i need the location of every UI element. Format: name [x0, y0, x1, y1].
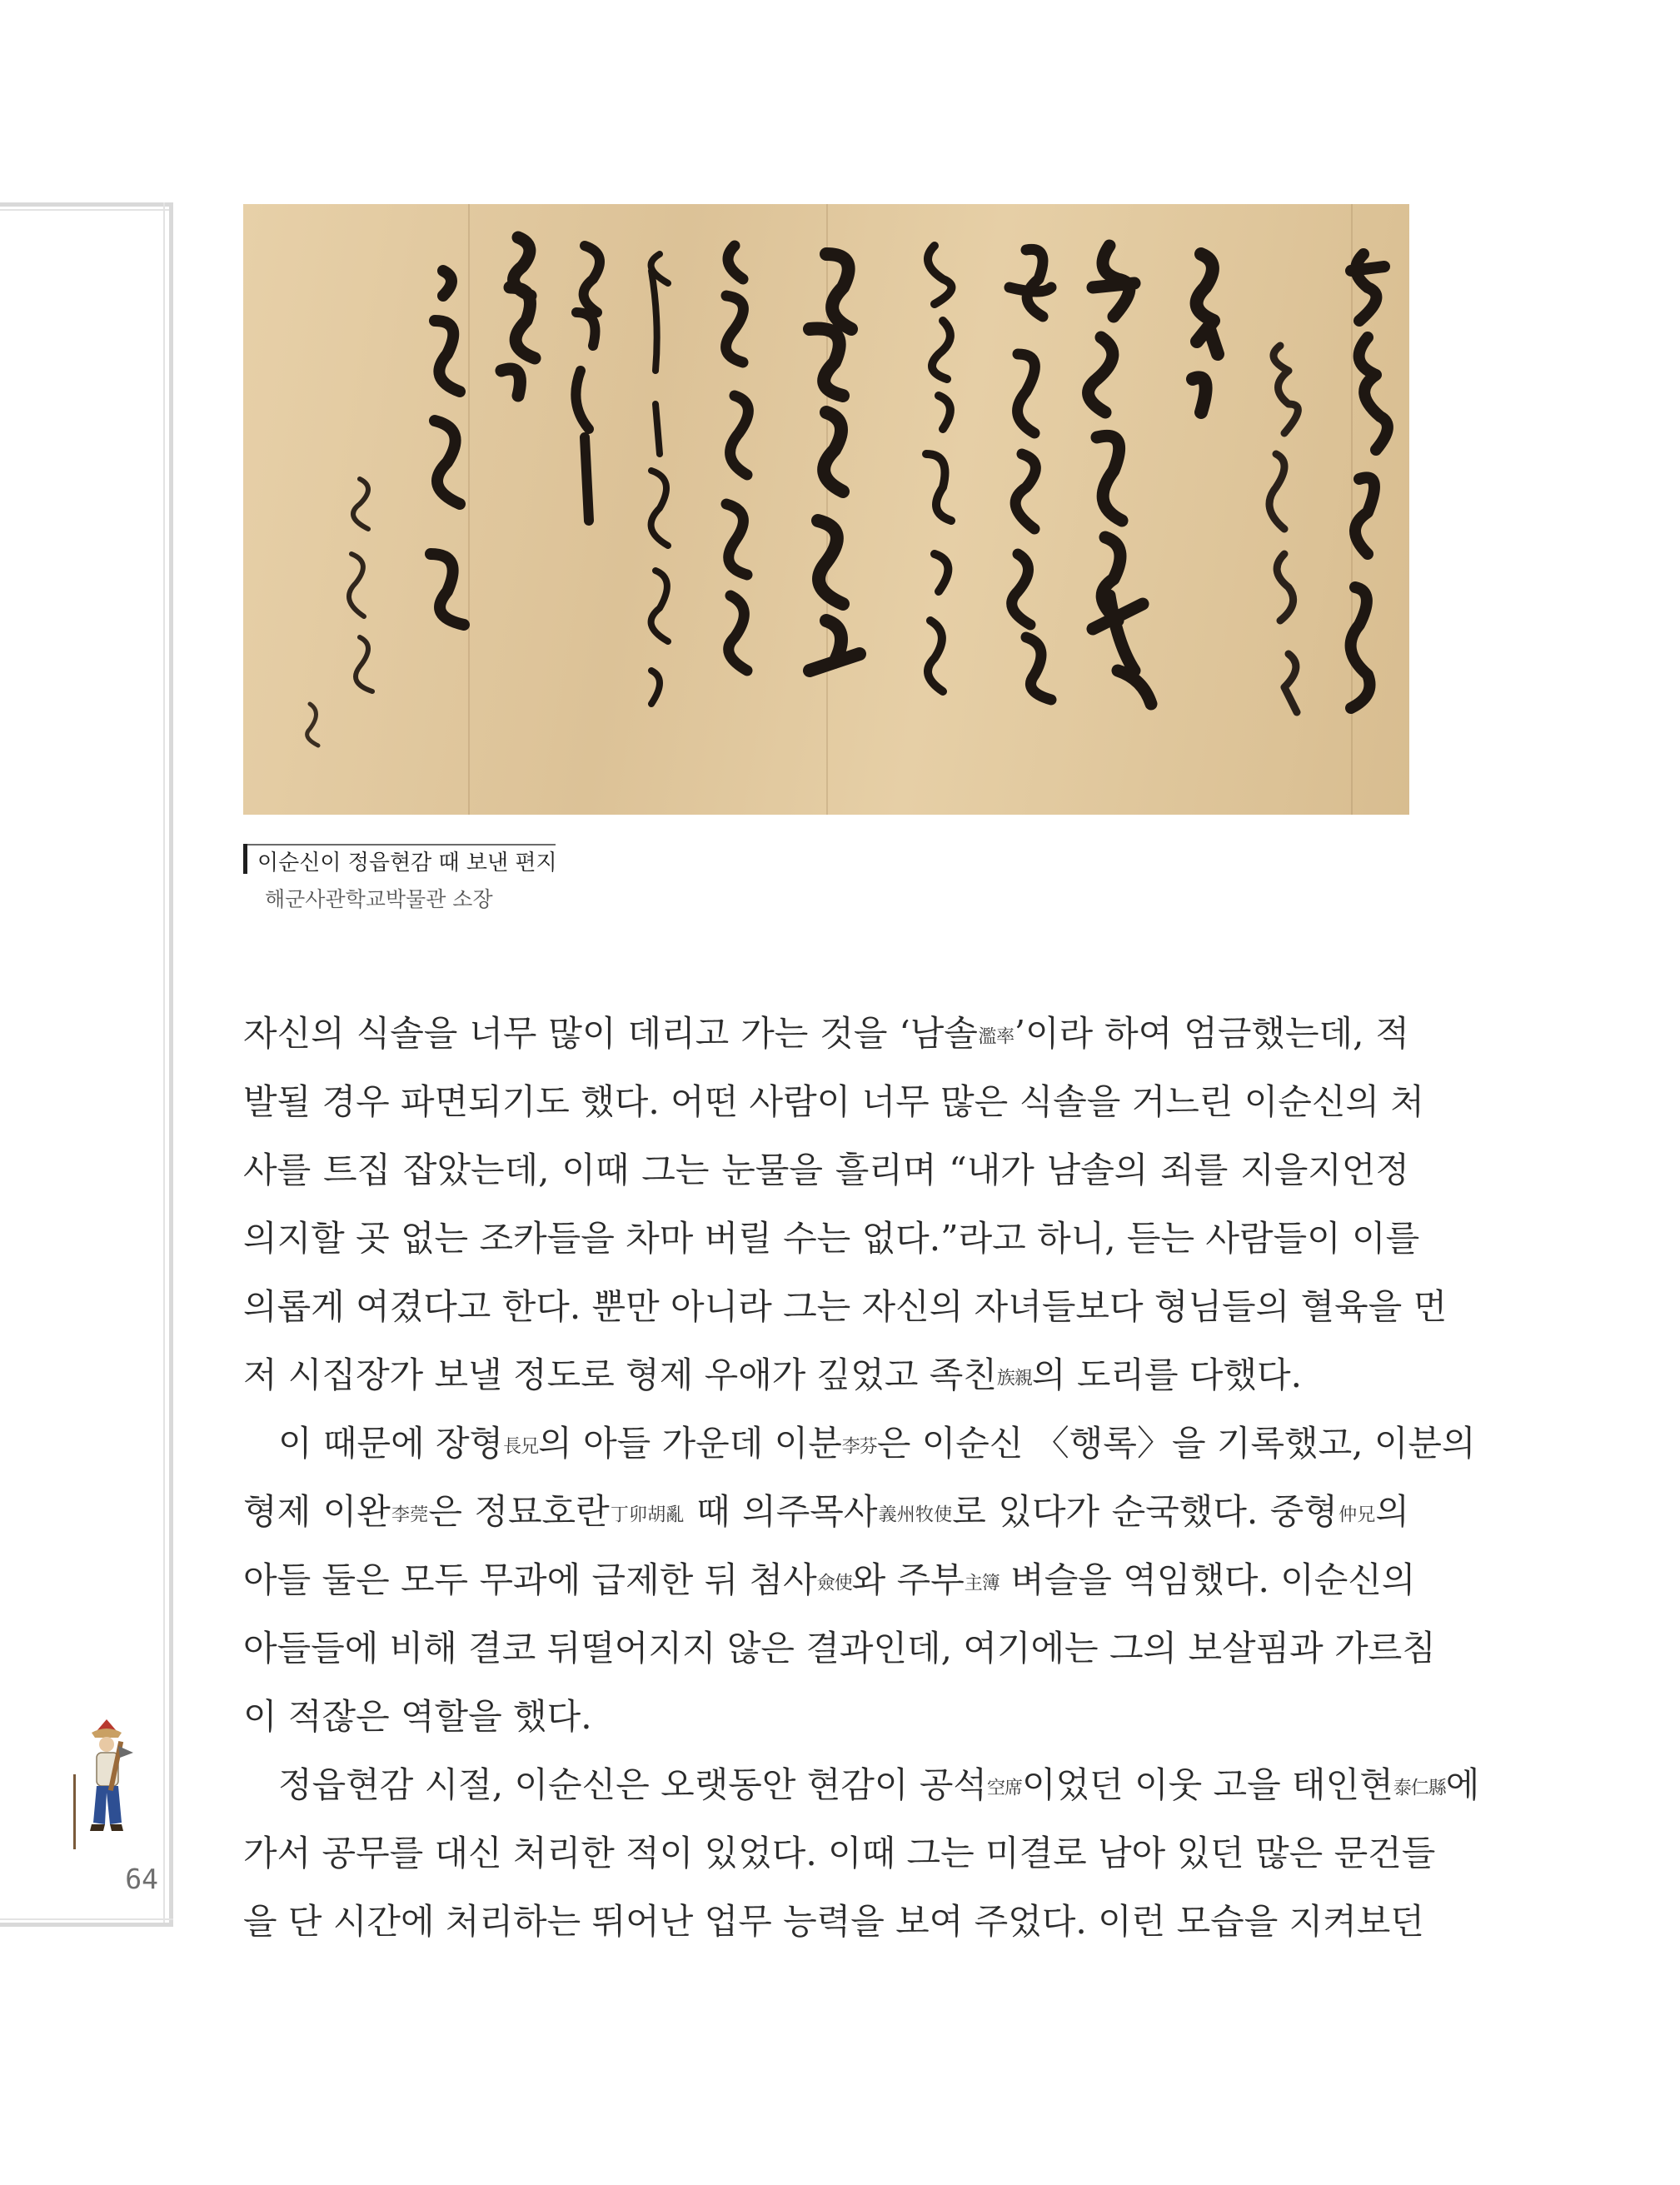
hanja-annotation: 仲兄: [1337, 1504, 1376, 1526]
body-text-line: [243, 1888, 1424, 1956]
text-run: 아들 둘은 모두 무과에 급제한 뒤 첨사: [243, 1559, 817, 1600]
body-text-line: [243, 1341, 1409, 1409]
text-run: 의: [1375, 1491, 1409, 1532]
page-number: 64: [125, 1863, 158, 1895]
text-run: ’이라 하여 엄금했는데, 적: [1014, 1013, 1409, 1054]
caption-marker: [243, 844, 247, 874]
text-run: 때 의주목사: [684, 1491, 878, 1532]
text-run: 사를 트집 잡았는데, 이때 그는 눈물을 흘리며 “내가 남솔의 죄를 지을지언정: [243, 1150, 1409, 1190]
body-text-line: [243, 1546, 1416, 1614]
body-text-line: [243, 1136, 1409, 1205]
text-run: 정읍현감 시절, 이순신은 오랫동안 현감이 공석: [278, 1764, 987, 1805]
text-run: 벼슬을 역임했다. 이순신의: [999, 1559, 1416, 1600]
body-text-line: [243, 1683, 1409, 1751]
text-run: 을 단 시간에 처리하는 뛰어난 업무 능력을 보여 주었다. 이런 모습을 지켜보던: [243, 1901, 1424, 1942]
text-run: 의 아들 가운데 이분: [538, 1423, 842, 1464]
hanja-annotation: 丁卯胡亂: [609, 1504, 685, 1526]
hanja-annotation: 李芬: [841, 1436, 877, 1458]
text-run: 이 적잖은 역할을 했다.: [243, 1696, 592, 1737]
body-text-line: [243, 1478, 1409, 1546]
page-frame-top: [0, 202, 173, 211]
body-text-line: [243, 1409, 1476, 1478]
text-run: 의지할 곳 없는 조카들을 차마 버릴 수는 없다.”라고 하니, 듣는 사람들이 이를: [243, 1218, 1420, 1259]
figure-caption-credit: 해군사관학교박물관 소장: [265, 887, 493, 911]
hanja-annotation: 僉使: [816, 1573, 852, 1594]
text-run: 가서 공무를 대신 처리한 적이 있었다. 이때 그는 미결로 남아 있던 많은 문건들: [243, 1833, 1436, 1873]
hanja-annotation: 空席: [986, 1778, 1022, 1799]
text-run: 아들들에 비해 결코 뒤떨어지지 않은 결과인데, 여기에는 그의 보살핌과 가르침: [243, 1628, 1436, 1669]
hanja-annotation: 泰仁縣: [1393, 1778, 1446, 1799]
body-text-line: [243, 1205, 1420, 1273]
hanja-annotation: 長兄: [503, 1436, 539, 1458]
text-run: 로 있다가 순국했다. 중형: [952, 1491, 1338, 1532]
hanja-annotation: 義州牧使: [877, 1504, 953, 1526]
text-run: 저 시집장가 보낼 정도로 형제 우애가 깊었고 족친: [243, 1354, 997, 1395]
text-run: 은 이순신 〈행록〉을 기록했고, 이분의: [876, 1423, 1476, 1464]
text-run: 와 주부: [851, 1559, 965, 1600]
body-text-line: [243, 1614, 1436, 1683]
body-text: [243, 1000, 1480, 1956]
calligraphy-strokes: [243, 204, 1409, 815]
hanja-annotation: 主簿: [964, 1573, 1000, 1594]
hanja-annotation: 李莞: [390, 1504, 429, 1526]
body-text-line: [243, 1068, 1424, 1136]
text-run: 의 도리를 다했다.: [1031, 1354, 1302, 1395]
hanja-annotation: 濫率: [977, 1026, 1014, 1048]
calligraphy-letter-image: [243, 204, 1409, 815]
body-text-line: [243, 1273, 1448, 1341]
body-text-line: [243, 1751, 1480, 1819]
text-run: 에: [1445, 1764, 1480, 1805]
text-run: 이었던 이웃 고을 태인현: [1022, 1764, 1393, 1805]
body-text-line: [243, 1819, 1436, 1888]
soldier-figure-illustration: [63, 1716, 138, 1858]
page-frame-bottom: [0, 1918, 173, 1927]
body-text-line: [243, 1000, 1409, 1068]
text-run: 형제 이완: [243, 1491, 391, 1532]
text-run: 발될 경우 파면되기도 했다. 어떤 사람이 너무 많은 식솔을 거느린 이순신의 처: [243, 1081, 1424, 1122]
text-run: 은 정묘호란: [428, 1491, 610, 1532]
figure-caption-title: 이순신이 정읍현감 때 보낸 편지: [257, 851, 557, 875]
text-run: 자신의 식솔을 너무 많이 데리고 가는 것을 ‘남솔: [243, 1013, 978, 1054]
hanja-annotation: 族親: [996, 1368, 1032, 1389]
text-run: 이 때문에 장형: [278, 1423, 504, 1464]
text-run: 의롭게 여겼다고 한다. 뿐만 아니라 그는 자신의 자녀들보다 형님들의 혈육을 먼: [243, 1286, 1448, 1327]
page-frame-edge: [163, 202, 173, 1927]
